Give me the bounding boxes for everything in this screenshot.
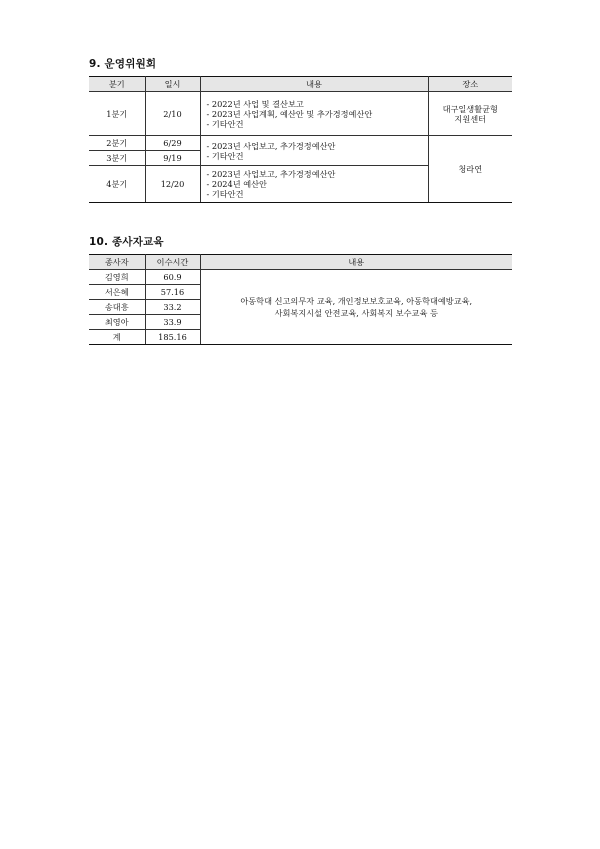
header-hours: 이수시간 xyxy=(145,255,200,270)
header-worker: 종사자 xyxy=(89,255,145,270)
content-line: 아동학대 신고의무자 교육, 개인정보보호교육, 아동학대예방교육, xyxy=(240,296,473,306)
committee-section-title: 9. 운영위원회 xyxy=(89,58,157,70)
worker-name: 최영아 xyxy=(89,315,145,330)
education-table xyxy=(89,254,512,345)
education-content-cell xyxy=(200,270,512,345)
date-cell: 6/29 xyxy=(145,136,200,151)
total-label: 계 xyxy=(89,330,145,345)
content-line: 사회복지시설 안전교육, 사회복지 보수교육 등 xyxy=(274,308,438,318)
place-cell: 대구일생활균형 지원센터 xyxy=(428,92,512,136)
quarter-cell: 1분기 xyxy=(89,92,145,136)
worker-name: 송대흥 xyxy=(89,300,145,315)
content-item: - 2023년 사업보고, 추가경정예산안 xyxy=(206,140,336,151)
date-cell: 9/19 xyxy=(145,151,200,166)
content-item: - 2022년 사업 및 결산보고 xyxy=(206,98,304,109)
hours-cell: 33.2 xyxy=(145,300,200,315)
content-cell xyxy=(200,166,428,203)
hours-cell: 57.16 xyxy=(145,285,200,300)
date-cell: 12/20 xyxy=(145,166,200,203)
date-cell: 2/10 xyxy=(145,92,200,136)
content-item: - 2024년 예산안 xyxy=(206,179,267,189)
content-item: - 기타안건 xyxy=(206,118,244,129)
header-place: 장소 xyxy=(428,77,512,92)
content-item: - 기타안건 xyxy=(206,150,244,161)
content-cell xyxy=(200,136,428,166)
header-content: 내용 xyxy=(200,255,512,270)
quarter-cell: 3분기 xyxy=(89,151,145,166)
committee-table xyxy=(89,76,512,203)
education-section-title: 10. 종사자교육 xyxy=(89,236,164,248)
content-item: - 2023년 사업계획, 예산안 및 추가경정예산안 xyxy=(206,108,373,119)
content-cell xyxy=(200,92,428,136)
total-hours: 185.16 xyxy=(145,330,200,345)
content-item: - 기타안건 xyxy=(206,189,244,199)
header-quarter: 분기 xyxy=(89,77,145,92)
table-row xyxy=(89,270,512,285)
place-cell: 청라연 xyxy=(428,136,512,203)
header-content: 내용 xyxy=(200,77,428,92)
table-row xyxy=(89,136,512,151)
quarter-cell: 2분기 xyxy=(89,136,145,151)
hours-cell: 60.9 xyxy=(145,270,200,285)
worker-name: 김영희 xyxy=(89,270,145,285)
table-row xyxy=(89,92,512,136)
content-item: - 2023년 사업보고, 추가경정예산안 xyxy=(206,169,336,179)
header-date: 일시 xyxy=(145,77,200,92)
hours-cell: 33.9 xyxy=(145,315,200,330)
worker-name: 서은혜 xyxy=(89,285,145,300)
quarter-cell: 4분기 xyxy=(89,166,145,203)
